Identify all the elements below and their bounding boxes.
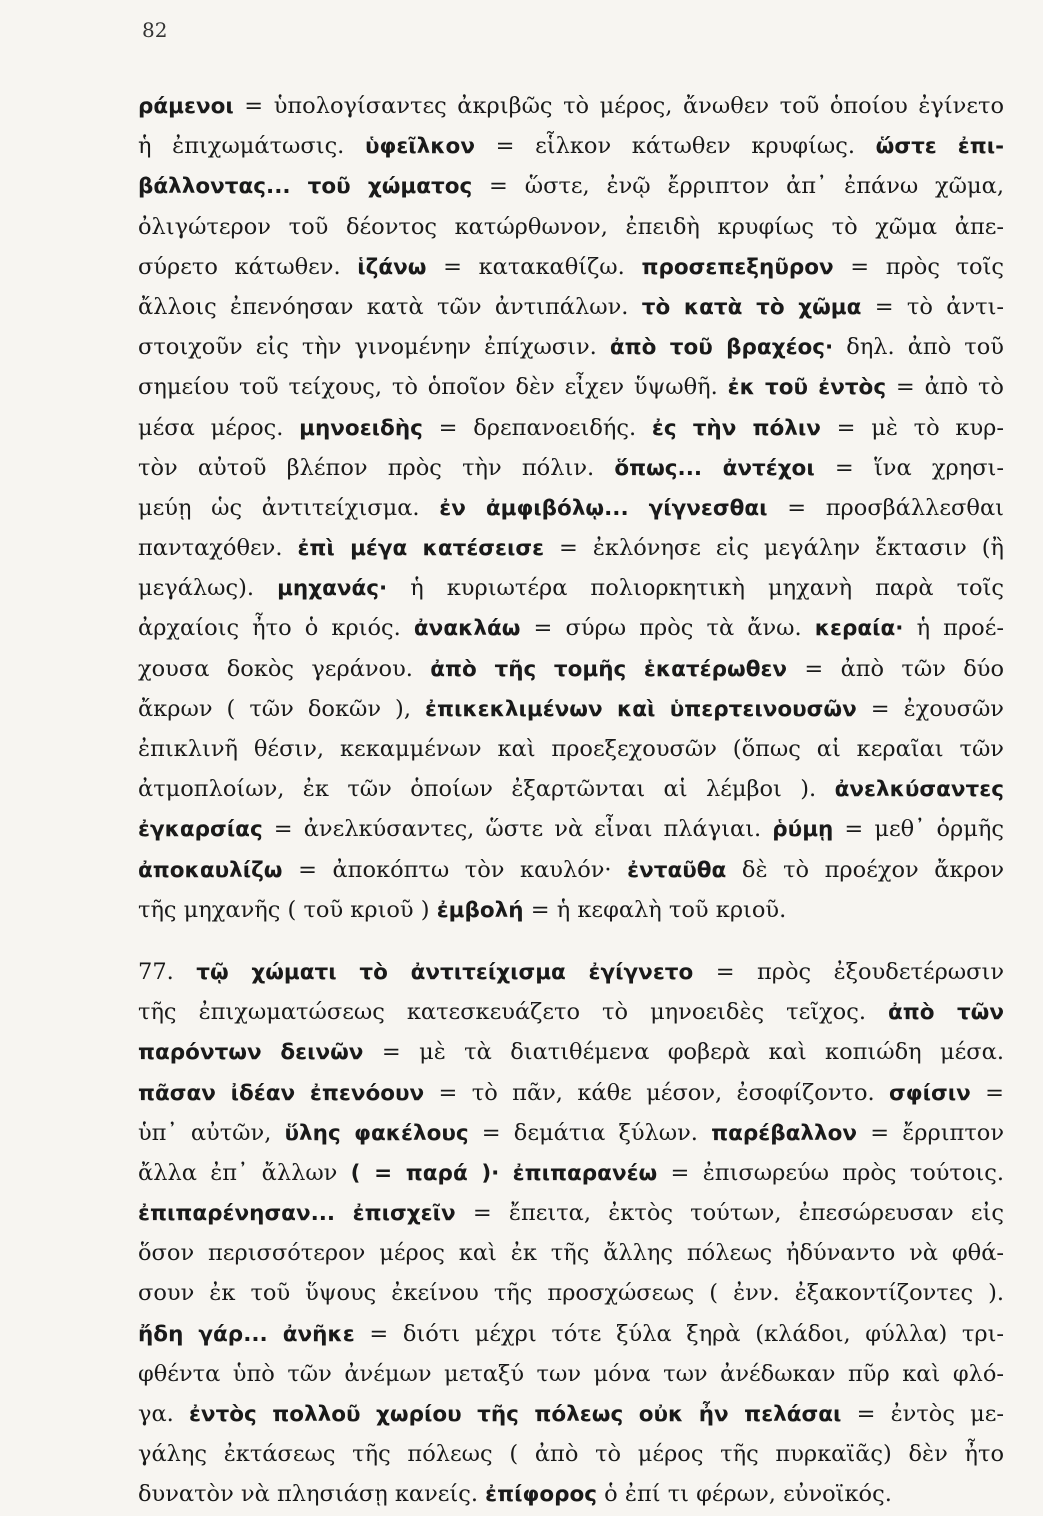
lemma-term: ἱζάνω (357, 254, 427, 280)
lemma-term: ἀνελκύσαντες (834, 777, 1004, 803)
commentary-text (138, 86, 1004, 1515)
lemma-term: ἐν ἀμφιβόλῳ... γίγνεσθαι (439, 495, 768, 521)
text-line: στοιχοῦν εἰς τὴν γινομένην ἐπίχωσιν. ἀπὸ τοῦ βραχέος· δηλ. ἀπὸ τοῦ (138, 334, 1004, 361)
text-line: ἐπικλινῆ θέσιν, κεκαμμένων καὶ προεξεχουσῶν (ὅπως αἱ κεραῖαι τῶν (138, 736, 1004, 762)
lemma-term: τὸ κατὰ τὸ χῶμα (641, 294, 862, 320)
lemma-term: ἐκ τοῦ ἐντὸς (727, 375, 887, 401)
text-line: χουσα δοκὸς γεράνου. ἀπὸ τῆς τομῆς ἑκατέρωθεν = ἀπὸ τῶν δύο (138, 655, 1004, 682)
text-line: ἤδη γάρ... ἀνῆκε = διότι μέχρι τότε ξύλα ξηρὰ (κλάδοι, φύλλα) τρι- (138, 1320, 1004, 1347)
lemma-term: μηνοειδὴς (299, 415, 423, 441)
lemma-term: ὕλης φακέλους (284, 1120, 469, 1146)
lemma-term: ἀνακλάω (413, 616, 521, 642)
lemma-term: ὥστε ἐπι- (875, 134, 1005, 160)
text-line: πανταχόθεν. ἐπὶ μέγα κατέσεισε = ἐκλόνησε εἰς μεγάλην ἔκτασιν (ἢ (138, 535, 1004, 562)
lemma-term: ὑφεῖλκον (364, 134, 475, 160)
text-line: ἡ ἐπιχωμάτωσις. ὑφεῖλκον = εἷλκον κάτωθεν κρυφίως. ὥστε ἐπι- (138, 133, 1005, 160)
lemma-term: προσεπεξηῦρον (641, 254, 834, 280)
lemma-term: ράμενοι (138, 94, 234, 119)
text-line: ἀποκαυλίζω = ἀποκόπτω τὸν καυλόν· ἐνταῦθα δὲ τὸ προέχον ἄκρον (138, 856, 1004, 883)
text-line: τὸν αὐτοῦ βλέπον πρὸς τὴν πόλιν. ὅπως... ἀντέχοι = ἵνα χρησι- (138, 454, 1004, 481)
lemma-term: ῥύμῃ (772, 817, 834, 843)
lemma-term: μηχανάς· (277, 576, 388, 602)
text-line: βάλλοντας... τοῦ χώματος = ὥστε, ἐνῷ ἔρριπτον ἀπ᾽ ἐπάνω χῶμα, (138, 173, 1004, 200)
lemma-term: σφίσιν (889, 1080, 971, 1106)
text-line: ὀλιγώτερον τοῦ δέοντος κατώρθωνον, ἐπειδὴ κρυφίως τὸ χῶμα ἀπε- (138, 213, 1004, 240)
lemma-term: πᾶσαν ἰδέαν ἐπενόουν (138, 1080, 425, 1106)
lemma-term: ἐντὸς πολλοῦ χωρίου τῆς πόλεως οὐκ ἦν πελάσαι (188, 1402, 842, 1427)
text-line: ἀτμοπλοίων, ἐκ τῶν ὁποίων ἐξαρτῶνται αἱ λέμβοι ). ἀνελκύσαντες (138, 776, 1004, 803)
text-line: μεγάλως). μηχανάς· ἡ κυριωτέρα πολιορκητικὴ μηχανὴ παρὰ τοῖς (138, 575, 1004, 602)
text-line: μεύῃ ὡς ἀντιτείχισμα. ἐν ἀμφιβόλῳ... γίγνεσθαι = προσβάλλεσθαι (138, 494, 1004, 521)
lemma-term: ἤδη γάρ... ἀνῆκε (138, 1321, 355, 1347)
lemma-term: ἐνταῦθα (627, 857, 727, 883)
text-line: ἐπιπαρένησαν... ἐπισχεῖν = ἔπειτα, ἐκτὸς τούτων, ἐπεσώρευσαν εἰς (138, 1200, 1004, 1227)
text-line: γάλης ἐκτάσεως τῆς πόλεως ( ἀπὸ τὸ μέρος τῆς πυρκαϊᾶς) δὲν ἦτο (138, 1441, 1004, 1468)
lemma-term: ἀπὸ τοῦ βραχέος· (609, 335, 834, 361)
lemma-term: ἐπικεκλιμένων καὶ ὑπερτεινουσῶν (425, 696, 857, 722)
text-line: 77. τῷ χώματι τὸ ἀντιτείχισμα ἐγίγνετο = πρὸς ἐξουδετέρωσιν (138, 958, 1005, 985)
lemma-term: ἐπιπαρένησαν... ἐπισχεῖν (138, 1201, 456, 1227)
lemma-term: κεραία· (814, 616, 904, 642)
text-line: ράμενοι = ὑπολογίσαντες ἀκριβῶς τὸ μέρος, ἄνωθεν τοῦ ὁποίου ἐγίνετο (138, 93, 1004, 119)
text-line: φθέντα ὑπὸ τῶν ἀνέμων μεταξύ των μόνα των ἀνέδωκαν πῦρ καὶ φλό- (138, 1360, 1004, 1387)
paragraph-gap (138, 930, 1004, 952)
lemma-term: παρέβαλλον (711, 1120, 858, 1146)
text-line: ὑπ᾽ αὐτῶν, ὕλης φακέλους = δεμάτια ξύλων. παρέβαλλον = ἔρριπτον (138, 1119, 1005, 1146)
lemma-term: ἐγκαρσίας (138, 817, 263, 843)
lemma-term: ἐμβολή (436, 897, 524, 923)
text-line: σουν ἐκ τοῦ ὕψους ἐκείνου τῆς προσχώσεως ( ἐνν. ἐξακοντίζοντες ). (138, 1280, 1004, 1307)
text-line: τῆς μηχανῆς ( τοῦ κριοῦ ) ἐμβολή = ἡ κεφαλὴ τοῦ κριοῦ. (138, 896, 787, 923)
text-line: ὅσον περισσότερον μέρος καὶ ἐκ τῆς ἄλλης πόλεως ἠδύναντο νὰ φθά- (138, 1240, 1004, 1267)
lemma-term: παρόντων δεινῶν (138, 1040, 364, 1066)
lemma-term: ἀπὸ τῶν (888, 1000, 1005, 1026)
lemma-term: τῷ χώματι τὸ ἀντιτείχισμα ἐγίγνετο (196, 959, 694, 985)
text-line: τῆς ἐπιχωματώσεως κατεσκευάζετο τὸ μηνοειδὲς τεῖχος. ἀπὸ τῶν (138, 999, 1005, 1026)
text-line: ἄλλοις ἐπενόησαν κατὰ τῶν ἀντιπάλων. τὸ κατὰ τὸ χῶμα = τὸ ἀντι- (138, 293, 1004, 320)
text-line: σημείου τοῦ τείχους, τὸ ὁποῖον δὲν εἶχεν ὕψωθῆ. ἐκ τοῦ ἐντὸς = ἀπὸ τὸ (138, 374, 1004, 401)
lemma-term: ἀπὸ τῆς τομῆς ἑκατέρωθεν (430, 656, 788, 682)
lemma-term: ἐπιπαρανέω (512, 1160, 658, 1186)
text-line: ἀρχαίοις ἦτο ὁ κριός. ἀνακλάω = σύρω πρὸς τὰ ἄνω. κεραία· ἡ προέ- (138, 615, 1004, 642)
text-line: ἐγκαρσίας = ἀνελκύσαντες, ὥστε νὰ εἶναι πλάγιαι. ῥύμῃ = μεθ᾽ ὁρμῆς (138, 816, 1004, 843)
text-line: πᾶσαν ἰδέαν ἐπενόουν = τὸ πᾶν, κάθε μέσον, ἐσοφίζοντο. σφίσιν = (138, 1079, 1004, 1106)
text-line: δυνατὸν νὰ πλησιάσῃ κανείς. ἐπίφορος ὁ ἐπί τι φέρων, εὐνοϊκός. (138, 1481, 892, 1508)
lemma-term: ἐπὶ μέγα κατέσεισε (297, 536, 545, 562)
text-line: σύρετο κάτωθεν. ἱζάνω = κατακαθίζω. προσεπεξηῦρον = πρὸς τοῖς (138, 253, 1004, 280)
text-line: γα. ἐντὸς πολλοῦ χωρίου τῆς πόλεως οὐκ ἦν πελάσαι = ἐντὸς με- (138, 1401, 1004, 1427)
text-line: ἄλλα ἐπ᾽ ἄλλων ( = παρά )· ἐπιπαρανέω = ἐπισωρεύω πρὸς τούτοις. (138, 1159, 1005, 1186)
page-number: 82 (142, 18, 168, 42)
text-line: παρόντων δεινῶν = μὲ τὰ διατιθέμενα φοβερὰ καὶ κοπιώδη μέσα. (138, 1039, 1004, 1066)
lemma-term: ( = παρά )· (350, 1160, 500, 1186)
lemma-term: ὅπως... ἀντέχοι (614, 455, 815, 481)
lemma-term: ἀποκαυλίζω (138, 857, 283, 883)
lemma-term: βάλλοντας... τοῦ χώματος (138, 174, 473, 200)
lemma-term: ἐς τὴν πόλιν (651, 415, 821, 441)
lemma-term: ἐπίφορος (485, 1482, 598, 1508)
text-line: μέσα μέρος. μηνοειδὴς = δρεπανοειδής. ἐς τὴν πόλιν = μὲ τὸ κυρ- (138, 414, 1004, 441)
text-line: ἄκρων ( τῶν δοκῶν ), ἐπικεκλιμένων καὶ ὑπερτεινουσῶν = ἐχουσῶν (138, 695, 1004, 722)
